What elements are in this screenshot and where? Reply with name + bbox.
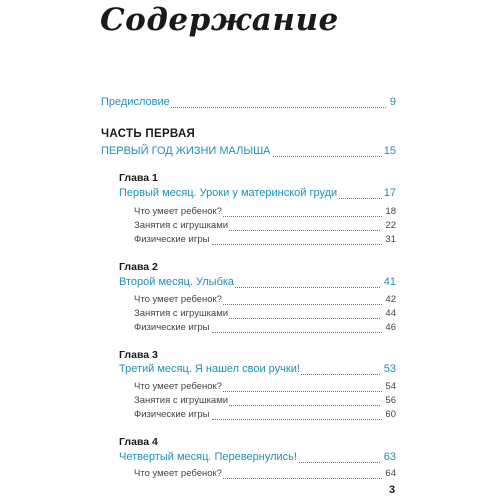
toc-entry-page: 54 [385, 381, 396, 392]
toc-entry-section[interactable] [0, 468, 500, 484]
toc-entry-title: Физические игры [134, 322, 210, 333]
toc-entry-page: 42 [385, 294, 396, 305]
toc-entry-page: 41 [383, 276, 396, 288]
toc-entry-title: Что умеет ребенок? [134, 381, 222, 392]
toc-entry-page: 15 [383, 145, 396, 157]
dot-leader [168, 107, 386, 108]
toc-entry-section[interactable] [0, 322, 500, 338]
toc-entry-page: 56 [385, 395, 396, 406]
toc-entry-chapter[interactable] [0, 276, 500, 292]
toc-entry-section[interactable] [0, 409, 500, 425]
toc-entry-title: Предисловие [101, 96, 170, 108]
toc-entry-title: Занятия с игрушками [134, 220, 229, 231]
part-label: ЧАСТЬ ПЕРВАЯ [101, 128, 196, 140]
page-title: Содержание [100, 2, 339, 38]
toc-entry-page: 64 [385, 468, 396, 479]
chapter-label: Глава 3 [119, 349, 158, 361]
toc-entry-title: Физические игры [134, 409, 210, 420]
toc-entry-page: 22 [385, 220, 396, 231]
toc-entry-chapter[interactable] [0, 363, 500, 379]
chapter-label: Глава 2 [119, 261, 158, 273]
toc-entry-chapter[interactable] [0, 451, 500, 467]
toc-entry-title: ПЕРВЫЙ ГОД ЖИЗНИ МАЛЫША [101, 145, 271, 157]
chapter-label: Глава 4 [119, 436, 158, 448]
toc-entry-title: Первый месяц. Уроки у материнской груди [119, 187, 338, 199]
toc-entry-page: 53 [383, 363, 396, 375]
toc-entry-title: Четвертый месяц. Перевернулись! [119, 451, 297, 463]
toc-entry-preface[interactable] [0, 96, 500, 112]
toc-entry-title: Что умеет ребенок? [134, 468, 222, 479]
toc-entry-chapter[interactable] [0, 187, 500, 203]
toc-entry-title: Физические игры [134, 234, 210, 245]
toc-entry-page: 17 [383, 187, 396, 199]
toc-entry-title: Что умеет ребенок? [134, 206, 222, 217]
toc-entry-part1[interactable] [0, 145, 500, 161]
toc-entry-page: 44 [385, 308, 396, 319]
toc-entry-title: Занятия с игрушками [134, 308, 229, 319]
toc-entry-page: 31 [385, 234, 396, 245]
page-number: 3 [389, 484, 396, 496]
toc-entry-title: Что умеет ребенок? [134, 294, 222, 305]
toc-entry-page: 63 [383, 451, 396, 463]
toc-entry-page: 18 [385, 206, 396, 217]
toc-entry-title: Занятия с игрушками [134, 395, 229, 406]
toc-entry-title: Второй месяц. Улыбка [119, 276, 235, 288]
toc-entry-section[interactable] [0, 234, 500, 250]
toc-entry-page: 9 [389, 96, 396, 108]
toc-entry-title: Третий месяц. Я нашел свои ручки! [119, 363, 300, 375]
toc-entry-page: 46 [385, 322, 396, 333]
chapter-label: Глава 1 [119, 172, 158, 184]
toc-entry-page: 60 [385, 409, 396, 420]
